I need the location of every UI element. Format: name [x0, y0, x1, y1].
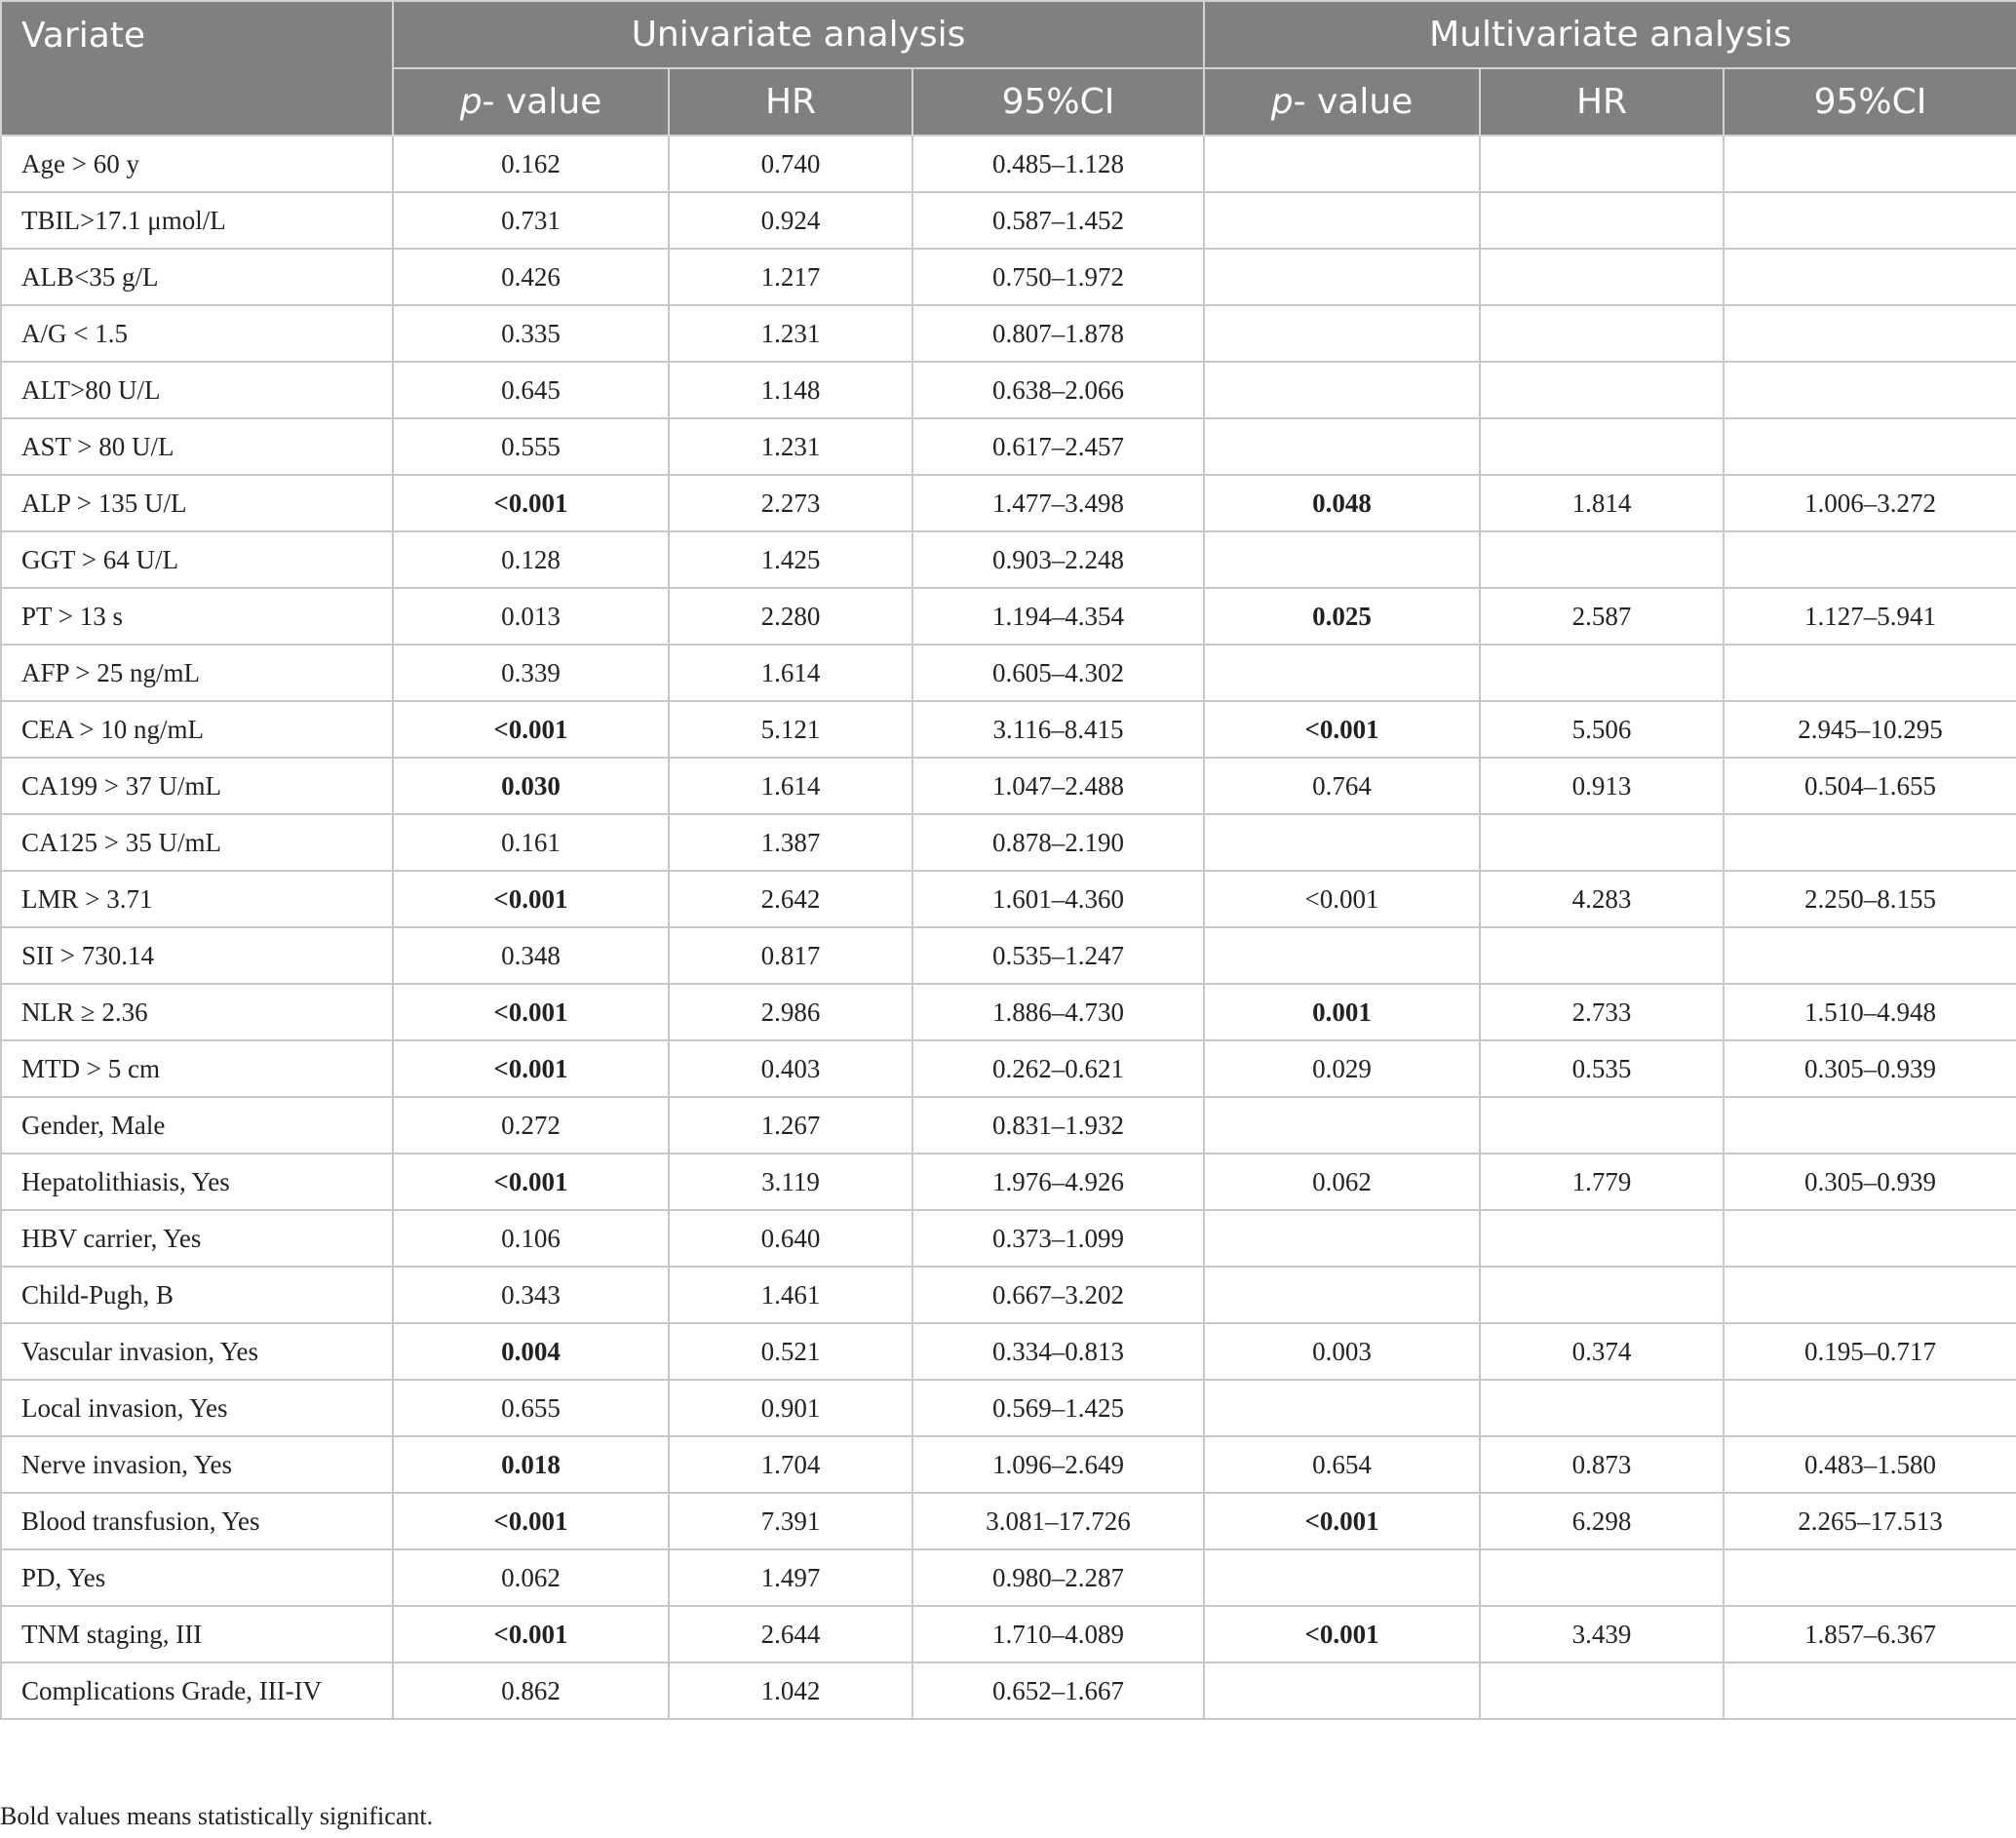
table-body — [1, 136, 2016, 1719]
variate-cell: ALB<35 g/L — [1, 249, 393, 305]
univariate-p-cell: 0.555 — [393, 418, 669, 475]
variate-cell: Child-Pugh, B — [1, 1267, 393, 1323]
univariate-p-cell: 0.426 — [393, 249, 669, 305]
header-univariate: Univariate analysis — [393, 1, 1204, 68]
univariate-hr-cell: 2.280 — [669, 588, 912, 645]
table-row — [1, 984, 2016, 1040]
univariate-ci-cell: 0.569–1.425 — [912, 1380, 1204, 1436]
header-multivariate-hr: HR — [1480, 68, 1724, 136]
variate-cell: CEA > 10 ng/mL — [1, 701, 393, 758]
variate-cell: LMR > 3.71 — [1, 871, 393, 927]
multivariate-ci-cell — [1724, 1662, 2016, 1719]
multivariate-p-cell — [1204, 192, 1480, 249]
univariate-p-cell: <0.001 — [393, 475, 669, 531]
variate-cell: ALP > 135 U/L — [1, 475, 393, 531]
univariate-ci-cell: 0.878–2.190 — [912, 814, 1204, 871]
univariate-hr-cell: 1.425 — [669, 531, 912, 588]
multivariate-ci-cell: 0.504–1.655 — [1724, 758, 2016, 814]
univariate-ci-cell: 1.096–2.649 — [912, 1436, 1204, 1493]
variate-cell: Nerve invasion, Yes — [1, 1436, 393, 1493]
univariate-p-cell: <0.001 — [393, 1040, 669, 1097]
table-row — [1, 1154, 2016, 1210]
multivariate-hr-cell — [1480, 927, 1724, 984]
univariate-p-cell: 0.339 — [393, 645, 669, 701]
variate-cell: Gender, Male — [1, 1097, 393, 1154]
univariate-ci-cell: 0.373–1.099 — [912, 1210, 1204, 1267]
variate-cell: TNM staging, III — [1, 1606, 393, 1662]
univariate-ci-cell: 1.710–4.089 — [912, 1606, 1204, 1662]
variate-cell: TBIL>17.1 μmol/L — [1, 192, 393, 249]
multivariate-p-cell: 0.764 — [1204, 758, 1480, 814]
univariate-ci-cell: 0.334–0.813 — [912, 1323, 1204, 1380]
p-italic: p — [459, 82, 483, 122]
table-row — [1, 1323, 2016, 1380]
multivariate-p-cell — [1204, 1097, 1480, 1154]
header-multivariate-ci: 95%CI — [1724, 68, 2016, 136]
univariate-p-cell: <0.001 — [393, 1606, 669, 1662]
univariate-ci-cell: 0.638–2.066 — [912, 362, 1204, 418]
p-suffix: - value — [482, 82, 602, 122]
header-univariate-hr: HR — [669, 68, 912, 136]
univariate-hr-cell: 1.042 — [669, 1662, 912, 1719]
multivariate-ci-cell — [1724, 136, 2016, 192]
univariate-p-cell: 0.106 — [393, 1210, 669, 1267]
univariate-p-cell: <0.001 — [393, 871, 669, 927]
univariate-p-cell: 0.004 — [393, 1323, 669, 1380]
multivariate-hr-cell — [1480, 814, 1724, 871]
univariate-ci-cell: 0.617–2.457 — [912, 418, 1204, 475]
multivariate-p-cell — [1204, 1549, 1480, 1606]
univariate-p-cell: 0.731 — [393, 192, 669, 249]
univariate-p-cell: 0.348 — [393, 927, 669, 984]
multivariate-ci-cell: 1.510–4.948 — [1724, 984, 2016, 1040]
p-italic: p — [1270, 82, 1294, 122]
univariate-p-cell: 0.128 — [393, 531, 669, 588]
variate-cell: ALT>80 U/L — [1, 362, 393, 418]
univariate-hr-cell: 3.119 — [669, 1154, 912, 1210]
multivariate-ci-cell — [1724, 1549, 2016, 1606]
multivariate-p-cell — [1204, 1267, 1480, 1323]
univariate-p-cell: 0.335 — [393, 305, 669, 362]
univariate-p-cell: 0.018 — [393, 1436, 669, 1493]
univariate-hr-cell: 2.642 — [669, 871, 912, 927]
multivariate-ci-cell: 2.945–10.295 — [1724, 701, 2016, 758]
univariate-ci-cell: 3.081–17.726 — [912, 1493, 1204, 1549]
multivariate-hr-cell — [1480, 249, 1724, 305]
multivariate-hr-cell: 2.733 — [1480, 984, 1724, 1040]
univariate-ci-cell: 0.485–1.128 — [912, 136, 1204, 192]
multivariate-ci-cell — [1724, 1267, 2016, 1323]
multivariate-p-cell: <0.001 — [1204, 1606, 1480, 1662]
variate-cell: Local invasion, Yes — [1, 1380, 393, 1436]
multivariate-ci-cell: 0.305–0.939 — [1724, 1154, 2016, 1210]
multivariate-hr-cell: 0.374 — [1480, 1323, 1724, 1380]
table-row — [1, 475, 2016, 531]
table-row — [1, 1097, 2016, 1154]
table-row — [1, 531, 2016, 588]
univariate-hr-cell: 0.640 — [669, 1210, 912, 1267]
multivariate-hr-cell — [1480, 645, 1724, 701]
univariate-hr-cell: 2.986 — [669, 984, 912, 1040]
variate-cell: A/G < 1.5 — [1, 305, 393, 362]
multivariate-hr-cell: 3.439 — [1480, 1606, 1724, 1662]
header-variate: Variate — [1, 1, 393, 136]
table-row — [1, 701, 2016, 758]
multivariate-ci-cell: 2.265–17.513 — [1724, 1493, 2016, 1549]
multivariate-p-cell — [1204, 927, 1480, 984]
univariate-hr-cell: 1.217 — [669, 249, 912, 305]
header-univariate-p — [393, 68, 669, 136]
multivariate-ci-cell — [1724, 305, 2016, 362]
header-multivariate: Multivariate analysis — [1204, 1, 2016, 68]
variate-cell: PT > 13 s — [1, 588, 393, 645]
univariate-ci-cell: 1.976–4.926 — [912, 1154, 1204, 1210]
univariate-hr-cell: 2.273 — [669, 475, 912, 531]
multivariate-hr-cell — [1480, 1662, 1724, 1719]
univariate-p-cell: 0.062 — [393, 1549, 669, 1606]
univariate-ci-cell: 1.194–4.354 — [912, 588, 1204, 645]
variate-cell: SII > 730.14 — [1, 927, 393, 984]
univariate-p-cell: 0.162 — [393, 136, 669, 192]
univariate-hr-cell: 0.740 — [669, 136, 912, 192]
multivariate-hr-cell — [1480, 418, 1724, 475]
univariate-p-cell: 0.030 — [393, 758, 669, 814]
variate-cell: AFP > 25 ng/mL — [1, 645, 393, 701]
multivariate-p-cell: 0.029 — [1204, 1040, 1480, 1097]
univariate-ci-cell: 1.886–4.730 — [912, 984, 1204, 1040]
multivariate-hr-cell: 6.298 — [1480, 1493, 1724, 1549]
table-row — [1, 1606, 2016, 1662]
univariate-ci-cell: 0.605–4.302 — [912, 645, 1204, 701]
multivariate-hr-cell — [1480, 305, 1724, 362]
univariate-hr-cell: 1.267 — [669, 1097, 912, 1154]
multivariate-ci-cell — [1724, 1380, 2016, 1436]
univariate-ci-cell: 1.047–2.488 — [912, 758, 1204, 814]
variate-cell: CA125 > 35 U/mL — [1, 814, 393, 871]
multivariate-p-cell: 0.654 — [1204, 1436, 1480, 1493]
multivariate-p-cell: <0.001 — [1204, 701, 1480, 758]
univariate-hr-cell: 1.148 — [669, 362, 912, 418]
table-row — [1, 1662, 2016, 1719]
multivariate-ci-cell — [1724, 362, 2016, 418]
multivariate-ci-cell: 1.006–3.272 — [1724, 475, 2016, 531]
multivariate-hr-cell: 5.506 — [1480, 701, 1724, 758]
multivariate-ci-cell — [1724, 927, 2016, 984]
table-row — [1, 1549, 2016, 1606]
header-univariate-ci: 95%CI — [912, 68, 1204, 136]
table-row — [1, 136, 2016, 192]
multivariate-p-cell — [1204, 531, 1480, 588]
variate-cell: MTD > 5 cm — [1, 1040, 393, 1097]
table-row — [1, 927, 2016, 984]
univariate-hr-cell: 1.461 — [669, 1267, 912, 1323]
multivariate-ci-cell — [1724, 1097, 2016, 1154]
table-row — [1, 1040, 2016, 1097]
variate-cell: GGT > 64 U/L — [1, 531, 393, 588]
univariate-ci-cell: 0.652–1.667 — [912, 1662, 1204, 1719]
univariate-ci-cell: 0.262–0.621 — [912, 1040, 1204, 1097]
multivariate-p-cell: 0.001 — [1204, 984, 1480, 1040]
table-row — [1, 1267, 2016, 1323]
univariate-p-cell: 0.013 — [393, 588, 669, 645]
multivariate-hr-cell: 0.535 — [1480, 1040, 1724, 1097]
univariate-ci-cell: 1.601–4.360 — [912, 871, 1204, 927]
univariate-hr-cell: 0.817 — [669, 927, 912, 984]
variate-cell: PD, Yes — [1, 1549, 393, 1606]
multivariate-hr-cell — [1480, 136, 1724, 192]
multivariate-p-cell: <0.001 — [1204, 871, 1480, 927]
multivariate-ci-cell — [1724, 814, 2016, 871]
table-row — [1, 814, 2016, 871]
multivariate-hr-cell — [1480, 1549, 1724, 1606]
variate-cell: Blood transfusion, Yes — [1, 1493, 393, 1549]
univariate-hr-cell: 1.231 — [669, 305, 912, 362]
table-row — [1, 1436, 2016, 1493]
multivariate-ci-cell: 0.483–1.580 — [1724, 1436, 2016, 1493]
multivariate-p-cell — [1204, 814, 1480, 871]
variate-cell: AST > 80 U/L — [1, 418, 393, 475]
variate-cell: Hepatolithiasis, Yes — [1, 1154, 393, 1210]
multivariate-p-cell — [1204, 362, 1480, 418]
multivariate-ci-cell — [1724, 531, 2016, 588]
header-multivariate-p — [1204, 68, 1480, 136]
table-header — [1, 1, 2016, 136]
multivariate-hr-cell — [1480, 1210, 1724, 1267]
univariate-p-cell: <0.001 — [393, 1154, 669, 1210]
univariate-ci-cell: 0.903–2.248 — [912, 531, 1204, 588]
variate-cell: Vascular invasion, Yes — [1, 1323, 393, 1380]
univariate-hr-cell: 1.387 — [669, 814, 912, 871]
multivariate-p-cell — [1204, 645, 1480, 701]
variate-cell: NLR ≥ 2.36 — [1, 984, 393, 1040]
multivariate-p-cell — [1204, 1210, 1480, 1267]
variate-cell: Age > 60 y — [1, 136, 393, 192]
univariate-hr-cell: 5.121 — [669, 701, 912, 758]
table-row — [1, 645, 2016, 701]
multivariate-hr-cell: 1.814 — [1480, 475, 1724, 531]
multivariate-ci-cell — [1724, 192, 2016, 249]
multivariate-p-cell — [1204, 249, 1480, 305]
multivariate-ci-cell — [1724, 418, 2016, 475]
univariate-hr-cell: 7.391 — [669, 1493, 912, 1549]
univariate-ci-cell: 0.980–2.287 — [912, 1549, 1204, 1606]
variate-cell: Complications Grade, III-IV — [1, 1662, 393, 1719]
multivariate-ci-cell: 0.305–0.939 — [1724, 1040, 2016, 1097]
multivariate-ci-cell — [1724, 249, 2016, 305]
table-row — [1, 362, 2016, 418]
univariate-ci-cell: 0.587–1.452 — [912, 192, 1204, 249]
multivariate-ci-cell: 1.127–5.941 — [1724, 588, 2016, 645]
multivariate-ci-cell — [1724, 1210, 2016, 1267]
univariate-p-cell: 0.655 — [393, 1380, 669, 1436]
multivariate-hr-cell — [1480, 1267, 1724, 1323]
multivariate-p-cell — [1204, 1380, 1480, 1436]
univariate-hr-cell: 1.497 — [669, 1549, 912, 1606]
univariate-hr-cell: 1.614 — [669, 758, 912, 814]
table-row — [1, 249, 2016, 305]
multivariate-hr-cell: 0.873 — [1480, 1436, 1724, 1493]
univariate-hr-cell: 0.521 — [669, 1323, 912, 1380]
multivariate-hr-cell — [1480, 362, 1724, 418]
univariate-ci-cell: 0.667–3.202 — [912, 1267, 1204, 1323]
univariate-p-cell: <0.001 — [393, 984, 669, 1040]
multivariate-ci-cell: 0.195–0.717 — [1724, 1323, 2016, 1380]
univariate-p-cell: 0.161 — [393, 814, 669, 871]
multivariate-ci-cell — [1724, 645, 2016, 701]
multivariate-hr-cell — [1480, 531, 1724, 588]
multivariate-hr-cell: 1.779 — [1480, 1154, 1724, 1210]
variate-cell: HBV carrier, Yes — [1, 1210, 393, 1267]
multivariate-p-cell — [1204, 1662, 1480, 1719]
univariate-ci-cell: 0.535–1.247 — [912, 927, 1204, 984]
multivariate-p-cell: 0.025 — [1204, 588, 1480, 645]
multivariate-ci-cell: 2.250–8.155 — [1724, 871, 2016, 927]
multivariate-p-cell — [1204, 418, 1480, 475]
footnote: Bold values means statistically significant. — [0, 1802, 434, 1830]
univariate-hr-cell: 2.644 — [669, 1606, 912, 1662]
multivariate-hr-cell — [1480, 192, 1724, 249]
univariate-p-cell: 0.343 — [393, 1267, 669, 1323]
univariate-ci-cell: 1.477–3.498 — [912, 475, 1204, 531]
multivariate-p-cell: 0.003 — [1204, 1323, 1480, 1380]
univariate-ci-cell: 0.831–1.932 — [912, 1097, 1204, 1154]
univariate-p-cell: 0.645 — [393, 362, 669, 418]
table-row — [1, 1493, 2016, 1549]
univariate-p-cell: 0.272 — [393, 1097, 669, 1154]
multivariate-p-cell: 0.062 — [1204, 1154, 1480, 1210]
univariate-hr-cell: 0.901 — [669, 1380, 912, 1436]
univariate-ci-cell: 0.807–1.878 — [912, 305, 1204, 362]
multivariate-hr-cell: 0.913 — [1480, 758, 1724, 814]
table-row — [1, 1380, 2016, 1436]
table-row — [1, 1210, 2016, 1267]
multivariate-ci-cell: 1.857–6.367 — [1724, 1606, 2016, 1662]
table-row — [1, 418, 2016, 475]
univariate-hr-cell: 1.231 — [669, 418, 912, 475]
multivariate-p-cell: <0.001 — [1204, 1493, 1480, 1549]
table-row — [1, 588, 2016, 645]
table-row — [1, 758, 2016, 814]
multivariate-hr-cell: 2.587 — [1480, 588, 1724, 645]
multivariate-p-cell: 0.048 — [1204, 475, 1480, 531]
univariate-p-cell: <0.001 — [393, 1493, 669, 1549]
univariate-p-cell: <0.001 — [393, 701, 669, 758]
univariate-hr-cell: 1.704 — [669, 1436, 912, 1493]
univariate-p-cell: 0.862 — [393, 1662, 669, 1719]
univariate-hr-cell: 0.924 — [669, 192, 912, 249]
multivariate-hr-cell — [1480, 1380, 1724, 1436]
p-suffix: - value — [1293, 82, 1414, 122]
multivariate-hr-cell: 4.283 — [1480, 871, 1724, 927]
multivariate-p-cell — [1204, 136, 1480, 192]
multivariate-hr-cell — [1480, 1097, 1724, 1154]
univariate-ci-cell: 3.116–8.415 — [912, 701, 1204, 758]
univariate-hr-cell: 1.614 — [669, 645, 912, 701]
univariate-ci-cell: 0.750–1.972 — [912, 249, 1204, 305]
table-row — [1, 871, 2016, 927]
univariate-hr-cell: 0.403 — [669, 1040, 912, 1097]
multivariate-p-cell — [1204, 305, 1480, 362]
table-row — [1, 192, 2016, 249]
variate-cell: CA199 > 37 U/mL — [1, 758, 393, 814]
table-row — [1, 305, 2016, 362]
